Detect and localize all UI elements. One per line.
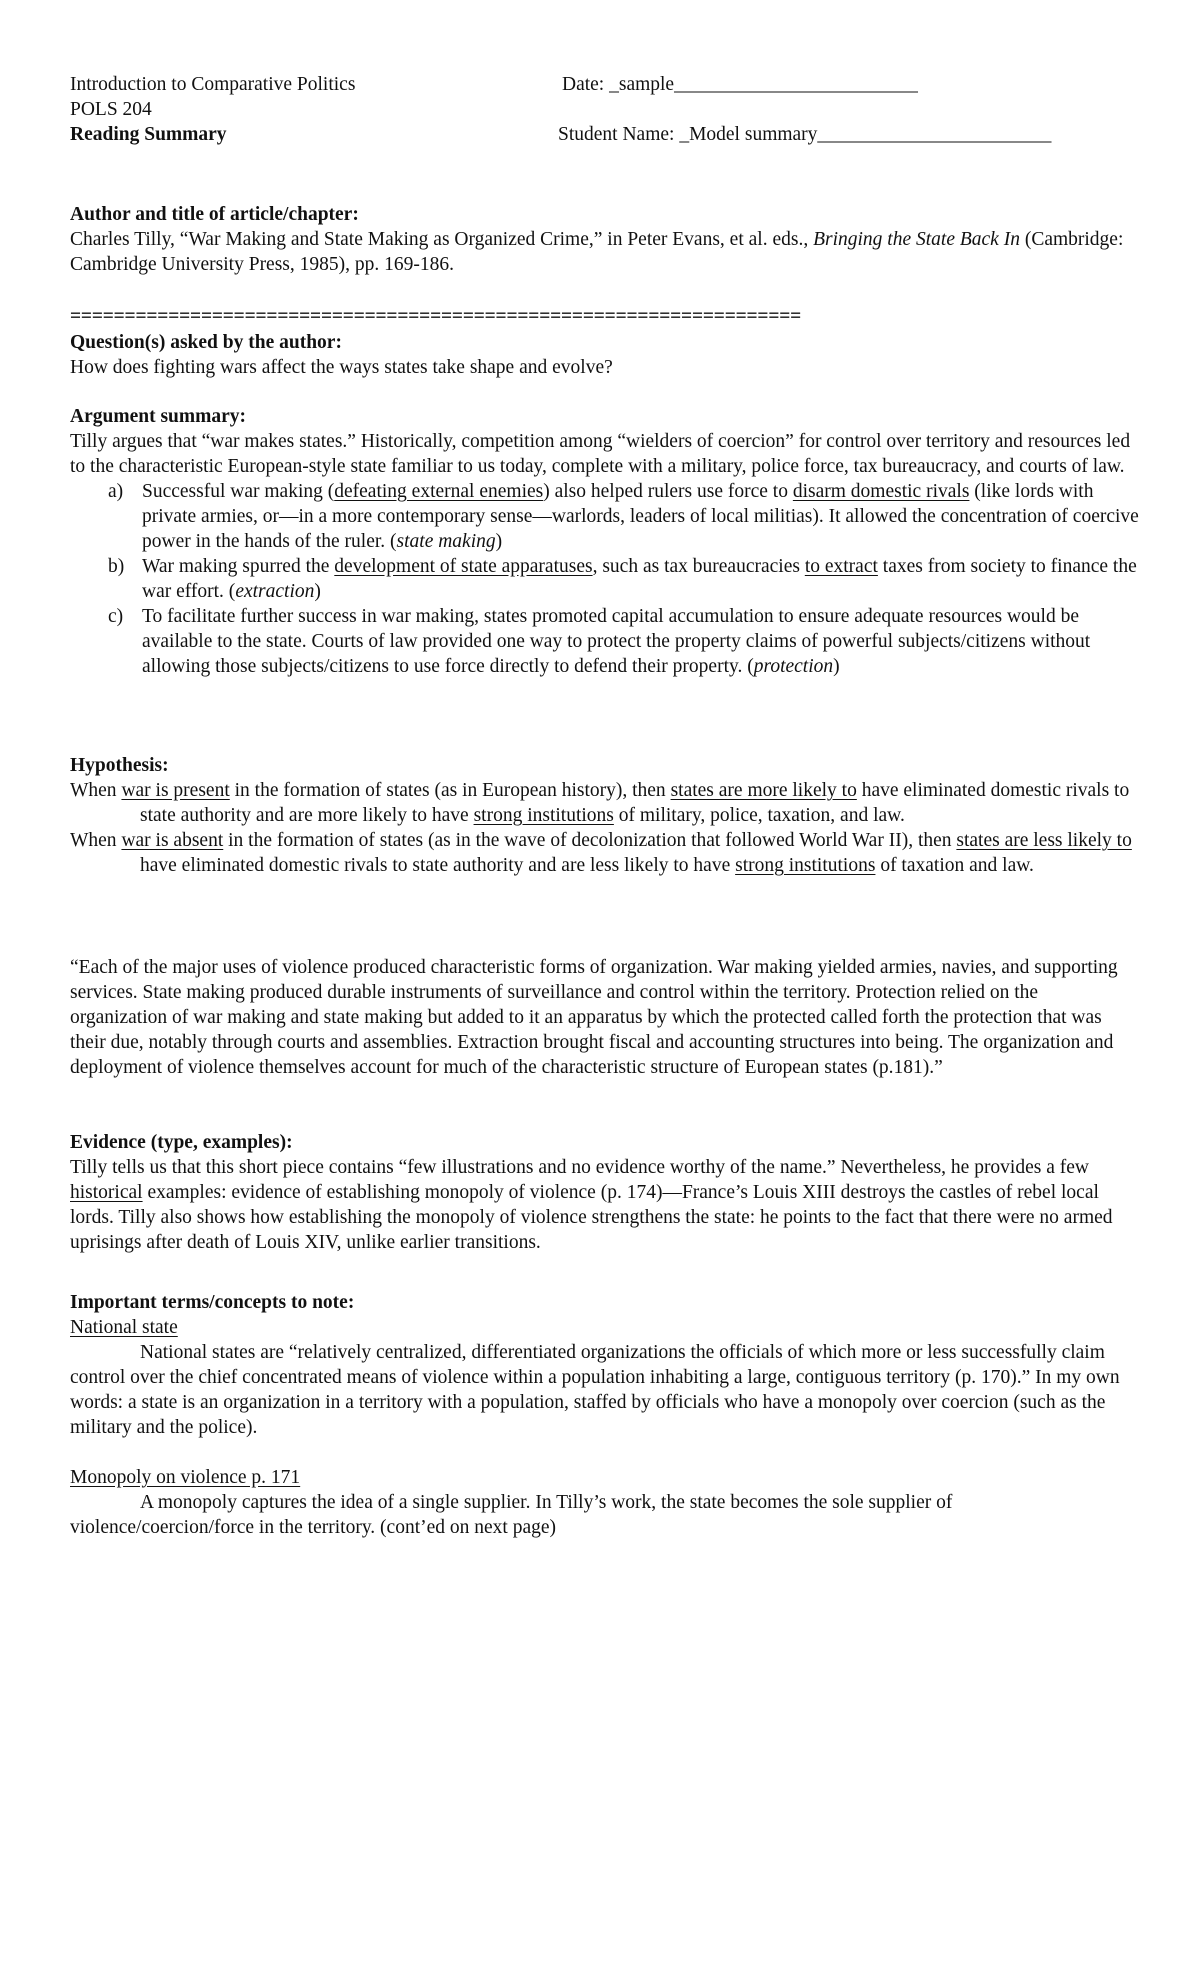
hypothesis-text: of taxation and law. bbox=[875, 855, 1034, 876]
hypothesis-present bbox=[70, 778, 1140, 828]
underlined-phrase: development of state apparatuses bbox=[334, 556, 593, 577]
term-monopoly-title: Monopoly on violence p. 171 bbox=[70, 1467, 301, 1488]
argument-list bbox=[70, 479, 1140, 679]
evidence-body: Tilly tells us that this short piece contains “few illustrations and no evidence worthy of the name.” Nevertheless, he provides a few bbox=[70, 1157, 1089, 1178]
terms-heading: Important terms/concepts to note: bbox=[70, 1292, 355, 1313]
evidence-heading: Evidence (type, examples): bbox=[70, 1132, 293, 1153]
question-text: How does fighting wars affect the ways states take shape and evolve? bbox=[70, 357, 613, 378]
quote-text: “Each of the major uses of violence produced characteristic forms of organization. War making yielded armies, navies, and supporting services. State making produced durable instruments of surveillance and control within the territory. Protection relied on the organization of war making and state making but added to it an apparatus by which the protected called forth the protection that was their due, notably through courts and assemblies. Extraction brought fiscal and accounting structures into being. The organization and deployment of violence themselves account for much of the characteristic structure of European states (p.181).” bbox=[70, 957, 1118, 1078]
argument-item-a bbox=[70, 479, 1140, 554]
italic-term: protection bbox=[753, 656, 834, 677]
course-code: POLS 204 bbox=[70, 99, 152, 120]
underlined-phrase: war is present bbox=[121, 780, 230, 801]
evidence-text bbox=[70, 1155, 1140, 1255]
hypothesis-text: When bbox=[70, 830, 122, 851]
quote-block bbox=[70, 955, 1140, 1080]
hypothesis-text: in the formation of states (as in the wave of decolonization that followed World War II), then bbox=[223, 830, 957, 851]
term-monopoly-definition: A monopoly captures the idea of a single supplier. In Tilly’s work, the state becomes the sole supplier of violence/coercion/force in the territory. (cont’ed on next page) bbox=[70, 1492, 953, 1538]
evidence-section bbox=[70, 1130, 1140, 1255]
item-text: taxes from society to finance the war effort. ( bbox=[142, 556, 1137, 602]
argument-item-b bbox=[70, 554, 1140, 604]
argument-section bbox=[70, 404, 1140, 679]
italic-term: extraction bbox=[235, 581, 315, 602]
underlined-phrase: historical bbox=[70, 1182, 143, 1203]
item-text: To facilitate further success in war making, states promoted capital accumulation to ensure adequate resources would be available to the state. Courts of law provided one way to protect the property claims of powerful subjects/citizens without allowing those subjects/citizens to use force directly to defend their property. ( bbox=[142, 606, 1091, 677]
hypothesis-section bbox=[70, 753, 1140, 878]
citation-book-title: Bringing the State Back In bbox=[813, 229, 1020, 250]
underlined-phrase: strong institutions bbox=[735, 855, 876, 876]
list-marker: b) bbox=[108, 556, 125, 577]
underlined-phrase: disarm domestic rivals bbox=[792, 481, 970, 502]
course-title: Introduction to Comparative Politics bbox=[70, 74, 356, 95]
underlined-phrase: war is absent bbox=[121, 830, 224, 851]
student-name-line: Student Name: _Model summary________________________ bbox=[558, 124, 1052, 145]
date-line: Date: _sample_________________________ bbox=[562, 74, 918, 95]
author-heading: Author and title of article/chapter: bbox=[70, 204, 359, 225]
citation-publisher: (Cambridge: Cambridge University Press, 1985), pp. 169-186. bbox=[70, 229, 1124, 275]
item-text: ) bbox=[495, 531, 503, 552]
argument-intro: Tilly argues that “war makes states.” Historically, competition among “wielders of coercion” for control over territory and resources led to the characteristic European-style state familiar to us today, complete with a military, police force, tax bureaucracy, and courts of law. bbox=[70, 431, 1131, 477]
hypothesis-text: When bbox=[70, 780, 122, 801]
terms-section bbox=[70, 1290, 1140, 1540]
author-section bbox=[70, 202, 1140, 277]
item-text: ) bbox=[314, 581, 321, 602]
item-text: (like lords with private armies, or—in a more contemporary sense—warlords, leaders of local militias). It allowed the concentration of coercive power in the hands of the ruler. ( bbox=[142, 481, 1139, 552]
item-text: Successful war making ( bbox=[142, 481, 335, 502]
underlined-phrase: states are more likely to bbox=[670, 780, 857, 801]
underlined-phrase: defeating external enemies bbox=[334, 481, 544, 502]
term-national-state-definition: National states are “relatively centralized, differentiated organizations the officials of which more or less successfully claim control over the chief concentrated means of violence within a population inhabiting a large, contiguous territory (p. 170).” In my own words: a state is an organization in a territory with a population, staffed by officials who have a monopoly over coercion (such as the military and the police). bbox=[70, 1342, 1120, 1438]
underlined-phrase: states are less likely to bbox=[956, 830, 1132, 851]
hypothesis-absent bbox=[70, 828, 1140, 878]
hypothesis-text: of military, police, taxation, and law. bbox=[613, 805, 905, 826]
item-text: , such as tax bureaucracies bbox=[592, 556, 805, 577]
question-section bbox=[70, 330, 1140, 380]
evidence-body: examples: evidence of establishing monopoly of violence (p. 174)—France’s Louis XIII destroys the castles of rebel local lords. Tilly also shows how establishing the monopoly of violence strengthens the state: he points to the fact that there were no armed uprisings after death of Louis XIV, unlike earlier transitions. bbox=[70, 1182, 1113, 1253]
hypothesis-text: have eliminated domestic rivals to state authority and are more likely to have bbox=[140, 780, 1130, 826]
separator-line: =================================================================== bbox=[70, 306, 802, 327]
document-type-title: Reading Summary bbox=[70, 124, 227, 145]
item-text: ) bbox=[833, 656, 840, 677]
italic-term: state making bbox=[396, 531, 496, 552]
citation-text: Charles Tilly, “War Making and State Making as Organized Crime,” in Peter Evans, et al. eds., bbox=[70, 229, 814, 250]
underlined-phrase: strong institutions bbox=[473, 805, 614, 826]
term-national-state-title: National state bbox=[70, 1317, 178, 1338]
argument-heading: Argument summary: bbox=[70, 406, 247, 427]
list-marker: a) bbox=[108, 481, 124, 502]
item-text: War making spurred the bbox=[142, 556, 335, 577]
item-text: ) also helped rulers use force to bbox=[543, 481, 793, 502]
hypothesis-text: have eliminated domestic rivals to state authority and are less likely to have bbox=[140, 855, 736, 876]
list-marker: c) bbox=[108, 606, 124, 627]
hypothesis-heading: Hypothesis: bbox=[70, 755, 169, 776]
question-heading: Question(s) asked by the author: bbox=[70, 332, 342, 353]
underlined-phrase: to extract bbox=[804, 556, 878, 577]
argument-item-c bbox=[70, 604, 1140, 679]
citation bbox=[70, 227, 1140, 277]
hypothesis-text: in the formation of states (as in European history), then bbox=[229, 780, 671, 801]
